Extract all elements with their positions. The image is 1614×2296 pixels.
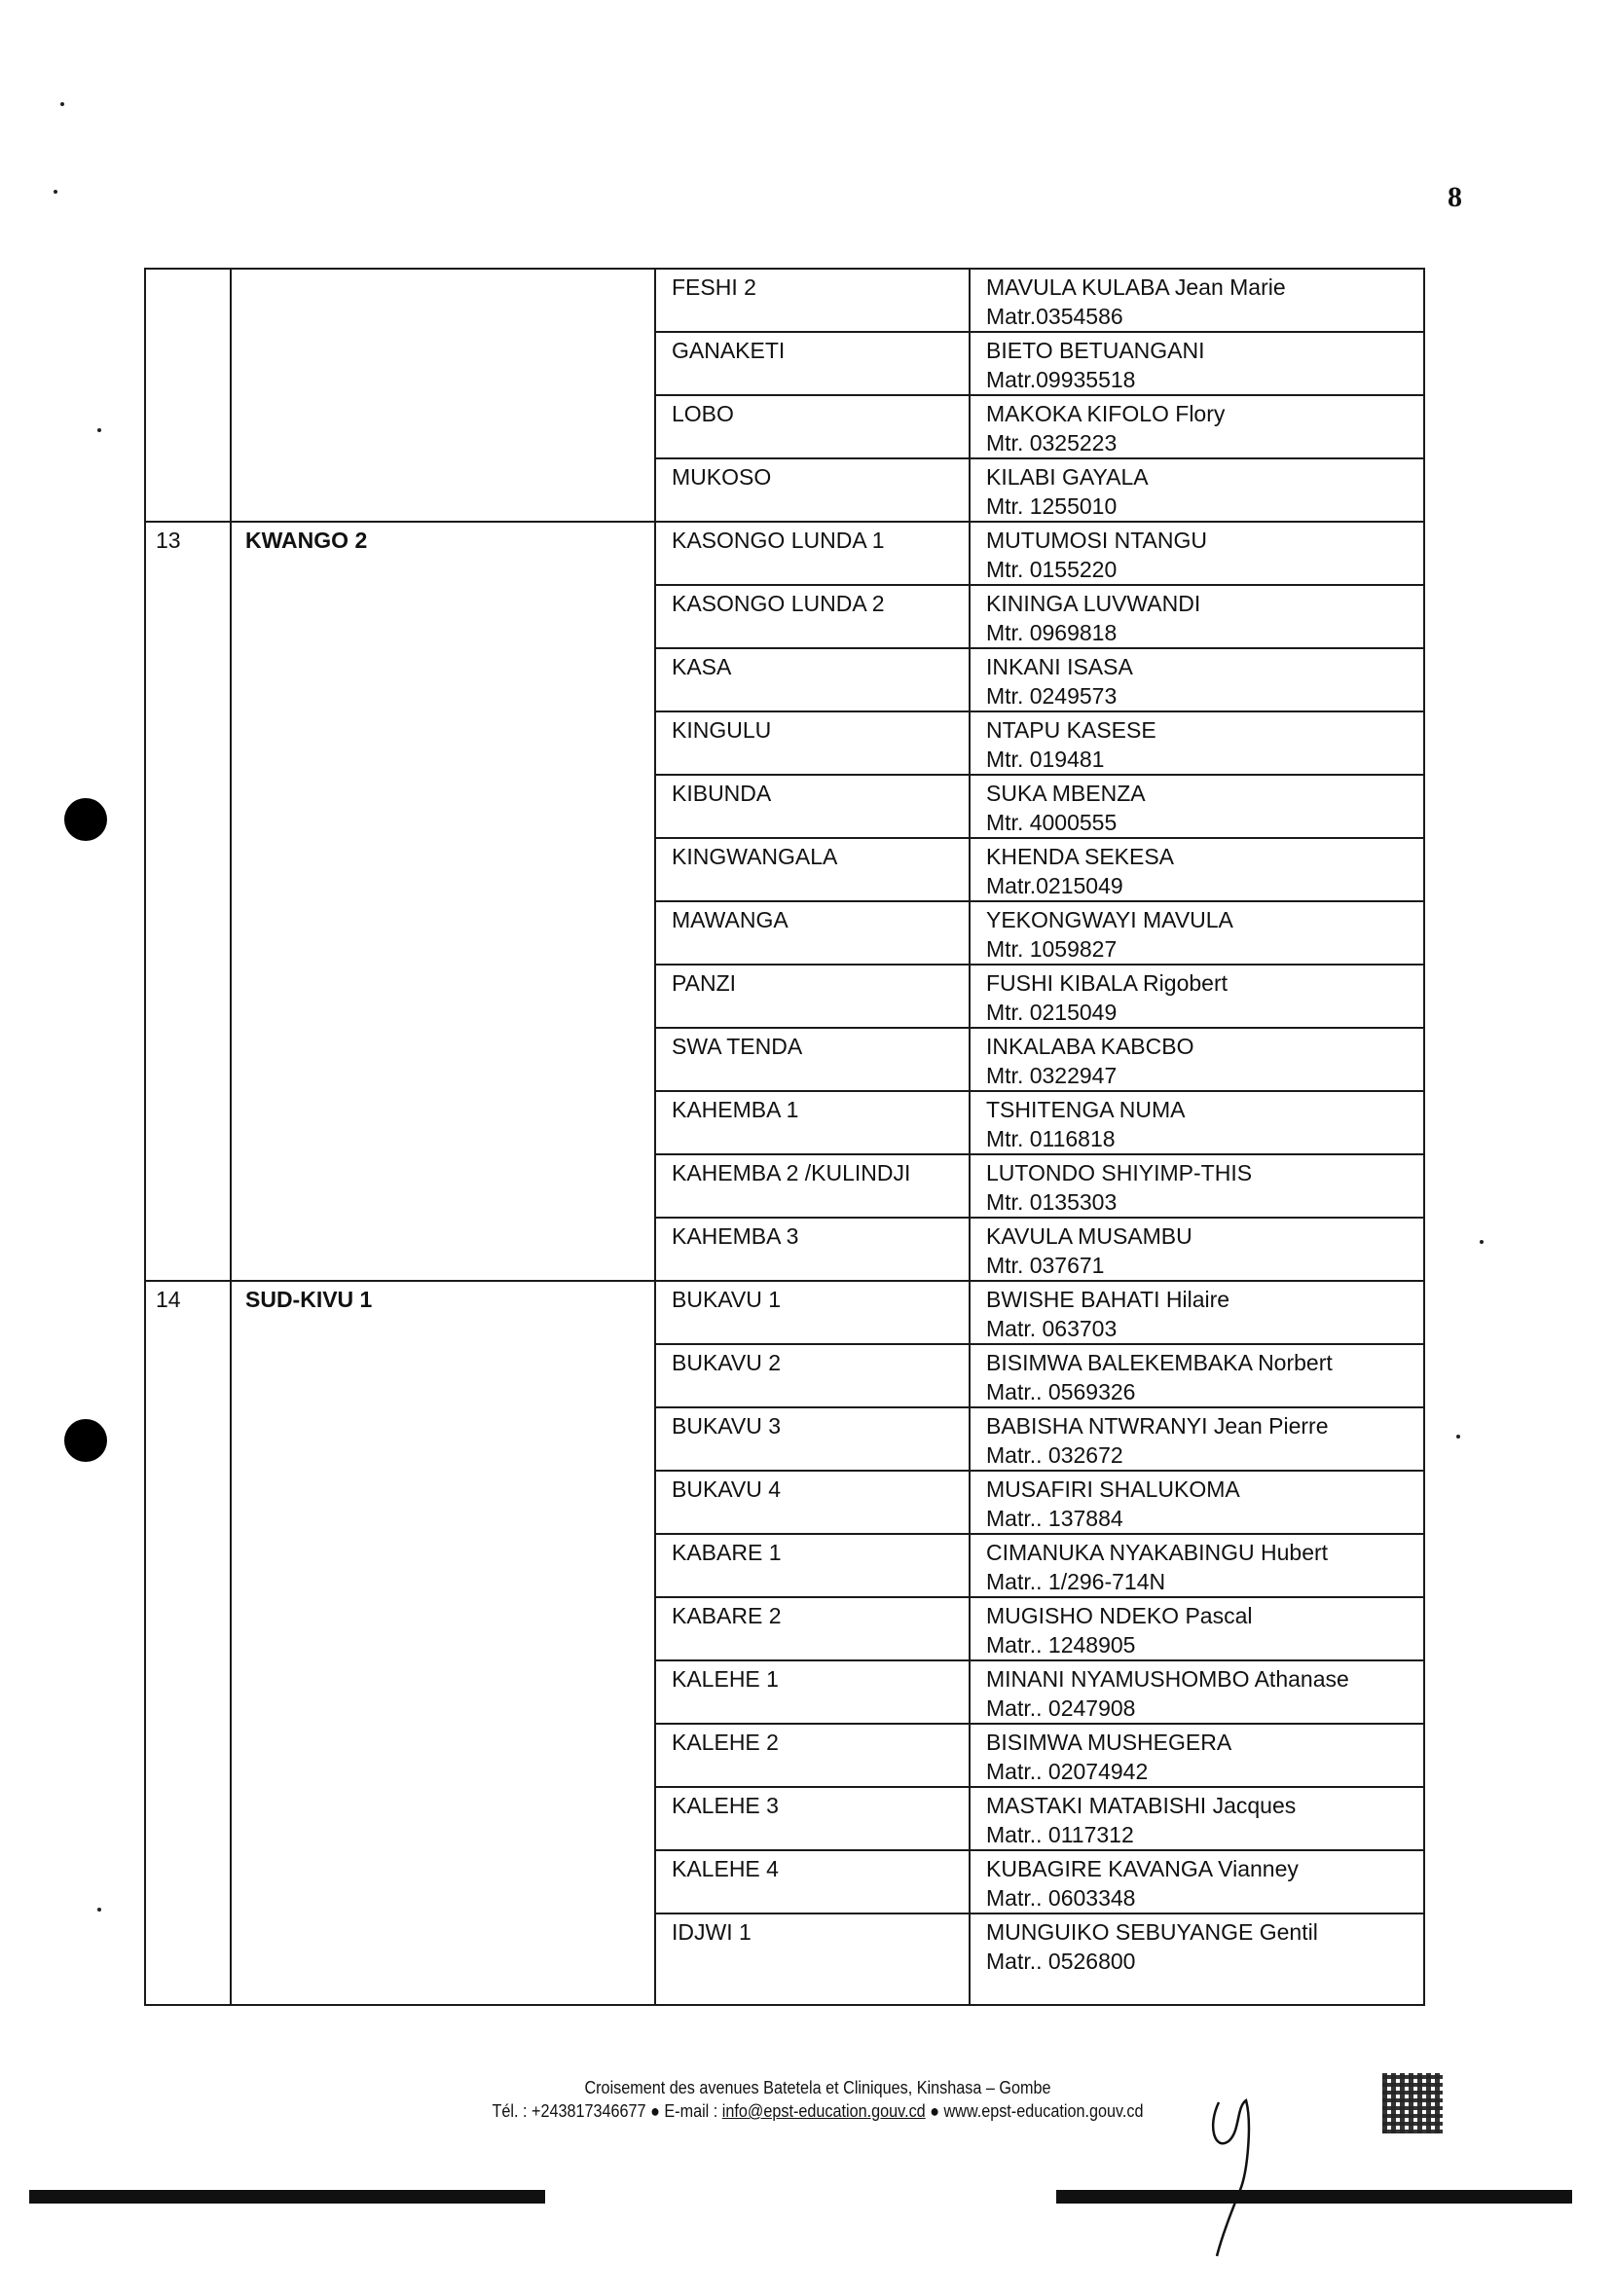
footer-contact: Tél. : +243817346677 ● E-mail : info@epst-education.gouv.cd ● www.epst-education.gouv.cd: [492, 2101, 1144, 2121]
official-name: SUKA MBENZA: [986, 781, 1146, 806]
official-matricule: Matr. 063703: [986, 1316, 1118, 1341]
official-name: KHENDA SEKESA: [986, 844, 1175, 869]
footer-email-label: E-mail :: [664, 2101, 718, 2121]
footer: [450, 2076, 1186, 2123]
subdivision-cell: KAHEMBA 3: [655, 1218, 970, 1281]
row-number-cell: 13: [145, 522, 231, 1281]
official-name: NTAPU KASESE: [986, 717, 1156, 743]
subdivision-cell: BUKAVU 2: [655, 1344, 970, 1407]
official-matricule: Matr.. 02074942: [986, 1759, 1149, 1784]
subdivision-cell: BUKAVU 3: [655, 1407, 970, 1471]
official-cell: [970, 1787, 1424, 1850]
official-name: MUSAFIRI SHALUKOMA: [986, 1476, 1240, 1502]
footer-address: Croisement des avenues Batetela et Cliniques, Kinshasa – Gombe: [584, 2078, 1051, 2097]
subdivision-cell: KALEHE 2: [655, 1724, 970, 1787]
subdivision-cell: GANAKETI: [655, 332, 970, 395]
official-cell: [970, 1724, 1424, 1787]
official-matricule: Matr.0354586: [986, 304, 1123, 329]
subdivision-cell: KASA: [655, 648, 970, 711]
signature: [1197, 2083, 1266, 2258]
subdivision-cell: KASONGO LUNDA 1: [655, 522, 970, 585]
table-row: [145, 1281, 1424, 1344]
official-name: YEKONGWAYI MAVULA: [986, 907, 1233, 932]
subdivision-cell: KALEHE 4: [655, 1850, 970, 1913]
official-matricule: Mtr. 0249573: [986, 683, 1118, 709]
official-cell: [970, 1091, 1424, 1154]
official-name: BISIMWA BALEKEMBAKA Norbert: [986, 1350, 1333, 1375]
official-matricule: Mtr. 019481: [986, 747, 1105, 772]
subdivision-cell: PANZI: [655, 965, 970, 1028]
scan-speck: [1456, 1435, 1460, 1439]
official-cell: [970, 585, 1424, 648]
official-name: MUGISHO NDEKO Pascal: [986, 1603, 1253, 1628]
subdivision-cell: KIBUNDA: [655, 775, 970, 838]
official-name: BISIMWA MUSHEGERA: [986, 1730, 1232, 1755]
subdivision-table: [144, 268, 1425, 2006]
table-row: [145, 269, 1424, 332]
official-cell: [970, 1028, 1424, 1091]
official-matricule: Mtr. 0215049: [986, 1000, 1118, 1025]
official-name: CIMANUKA NYAKABINGU Hubert: [986, 1540, 1329, 1565]
scan-speck: [97, 428, 101, 432]
subdivision-cell: KINGULU: [655, 711, 970, 775]
official-cell: [970, 522, 1424, 585]
subdivision-cell: KAHEMBA 2 /KULINDJI: [655, 1154, 970, 1218]
official-name: TSHITENGA NUMA: [986, 1097, 1186, 1122]
row-number-cell: [145, 269, 231, 522]
official-name: BWISHE BAHATI Hilaire: [986, 1287, 1230, 1312]
official-cell: [970, 775, 1424, 838]
official-name: KILABI GAYALA: [986, 464, 1149, 490]
official-matricule: Matr.. 1/296-714N: [986, 1569, 1166, 1594]
official-cell: [970, 901, 1424, 965]
official-name: KAVULA MUSAMBU: [986, 1223, 1192, 1249]
official-matricule: Matr.. 137884: [986, 1506, 1123, 1531]
subdivision-cell: FESHI 2: [655, 269, 970, 332]
official-name: MUTUMOSI NTANGU: [986, 528, 1208, 553]
footer-website[interactable]: www.epst-education.gouv.cd: [943, 2101, 1144, 2121]
official-name: FUSHI KIBALA Rigobert: [986, 970, 1228, 996]
footer-tel: Tél. : +243817346677: [492, 2101, 646, 2121]
official-matricule: Matr.0215049: [986, 873, 1123, 898]
official-cell: [970, 395, 1424, 458]
official-cell: [970, 1660, 1424, 1724]
official-name: MASTAKI MATABISHI Jacques: [986, 1793, 1297, 1818]
official-name: MINANI NYAMUSHOMBO Athanase: [986, 1666, 1349, 1692]
official-cell: [970, 1281, 1424, 1344]
subdivision-cell: MUKOSO: [655, 458, 970, 522]
official-name: MAVULA KULABA Jean Marie: [986, 274, 1286, 300]
official-cell: [970, 1218, 1424, 1281]
official-matricule: Mtr. 037671: [986, 1253, 1105, 1278]
subdivision-cell: KALEHE 1: [655, 1660, 970, 1724]
subdivision-cell: MAWANGA: [655, 901, 970, 965]
official-cell: [970, 838, 1424, 901]
official-cell: [970, 965, 1424, 1028]
official-cell: [970, 332, 1424, 395]
official-matricule: Mtr. 1255010: [986, 493, 1118, 519]
province-cell: [231, 269, 655, 522]
official-cell: [970, 1471, 1424, 1534]
punch-hole-top: [64, 798, 107, 841]
footer-rule-right: [1056, 2190, 1572, 2204]
official-matricule: Mtr. 4000555: [986, 810, 1118, 835]
official-cell: [970, 1344, 1424, 1407]
official-matricule: Matr.09935518: [986, 367, 1136, 392]
subdivision-cell: BUKAVU 1: [655, 1281, 970, 1344]
official-name: LUTONDO SHIYIMP-THIS: [986, 1160, 1253, 1185]
official-matricule: Matr.. 0117312: [986, 1822, 1134, 1847]
official-matricule: Mtr. 0116818: [986, 1126, 1116, 1151]
official-name: KININGA LUVWANDI: [986, 591, 1201, 616]
table-row: [145, 522, 1424, 585]
scan-speck: [1480, 1240, 1484, 1244]
subdivision-cell: KASONGO LUNDA 2: [655, 585, 970, 648]
subdivision-cell: KINGWANGALA: [655, 838, 970, 901]
subdivision-cell: LOBO: [655, 395, 970, 458]
official-cell: [970, 269, 1424, 332]
official-matricule: Matr.. 1248905: [986, 1632, 1136, 1658]
official-cell: [970, 1597, 1424, 1660]
page-number: 8: [1448, 181, 1462, 213]
subdivision-cell: SWA TENDA: [655, 1028, 970, 1091]
subdivision-cell: BUKAVU 4: [655, 1471, 970, 1534]
official-matricule: Mtr. 0322947: [986, 1063, 1118, 1088]
official-cell: [970, 648, 1424, 711]
official-name: KUBAGIRE KAVANGA Vianney: [986, 1856, 1299, 1881]
subdivision-cell: KABARE 1: [655, 1534, 970, 1597]
official-matricule: Matr.. 0526800: [986, 1949, 1136, 1974]
subdivision-cell: IDJWI 1: [655, 1913, 970, 2005]
official-name: BIETO BETUANGANI: [986, 338, 1205, 363]
official-cell: [970, 1850, 1424, 1913]
footer-email-link[interactable]: info@epst-education.gouv.cd: [721, 2101, 926, 2121]
official-matricule: Matr.. 0603348: [986, 1885, 1136, 1911]
subdivision-cell: KALEHE 3: [655, 1787, 970, 1850]
row-number-cell: 14: [145, 1281, 231, 2005]
scan-speck: [60, 102, 64, 106]
official-cell: [970, 1534, 1424, 1597]
official-matricule: Matr.. 0569326: [986, 1379, 1136, 1404]
official-name: MUNGUIKO SEBUYANGE Gentil: [986, 1919, 1318, 1945]
official-cell: [970, 1407, 1424, 1471]
scan-speck: [54, 190, 57, 194]
subdivision-cell: KAHEMBA 1: [655, 1091, 970, 1154]
footer-rule-left: [29, 2190, 545, 2204]
official-matricule: Mtr. 0969818: [986, 620, 1118, 645]
province-cell: SUD-KIVU 1: [231, 1281, 655, 2005]
qr-code: [1382, 2073, 1443, 2133]
official-matricule: Mtr. 1059827: [986, 936, 1118, 962]
official-name: INKANI ISASA: [986, 654, 1133, 679]
official-matricule: Mtr. 0325223: [986, 430, 1118, 456]
official-matricule: Mtr. 0155220: [986, 557, 1118, 582]
official-cell: [970, 711, 1424, 775]
official-name: BABISHA NTWRANYI Jean Pierre: [986, 1413, 1329, 1439]
subdivision-cell: KABARE 2: [655, 1597, 970, 1660]
official-matricule: Matr.. 032672: [986, 1442, 1123, 1468]
scan-speck: [97, 1908, 101, 1912]
official-name: MAKOKA KIFOLO Flory: [986, 401, 1226, 426]
official-matricule: Mtr. 0135303: [986, 1189, 1118, 1215]
official-matricule: Matr.. 0247908: [986, 1695, 1136, 1721]
official-cell: [970, 458, 1424, 522]
punch-hole-bottom: [64, 1419, 107, 1462]
official-cell: [970, 1913, 1424, 2005]
official-cell: [970, 1154, 1424, 1218]
province-cell: KWANGO 2: [231, 522, 655, 1281]
official-name: INKALABA KABCBO: [986, 1034, 1194, 1059]
